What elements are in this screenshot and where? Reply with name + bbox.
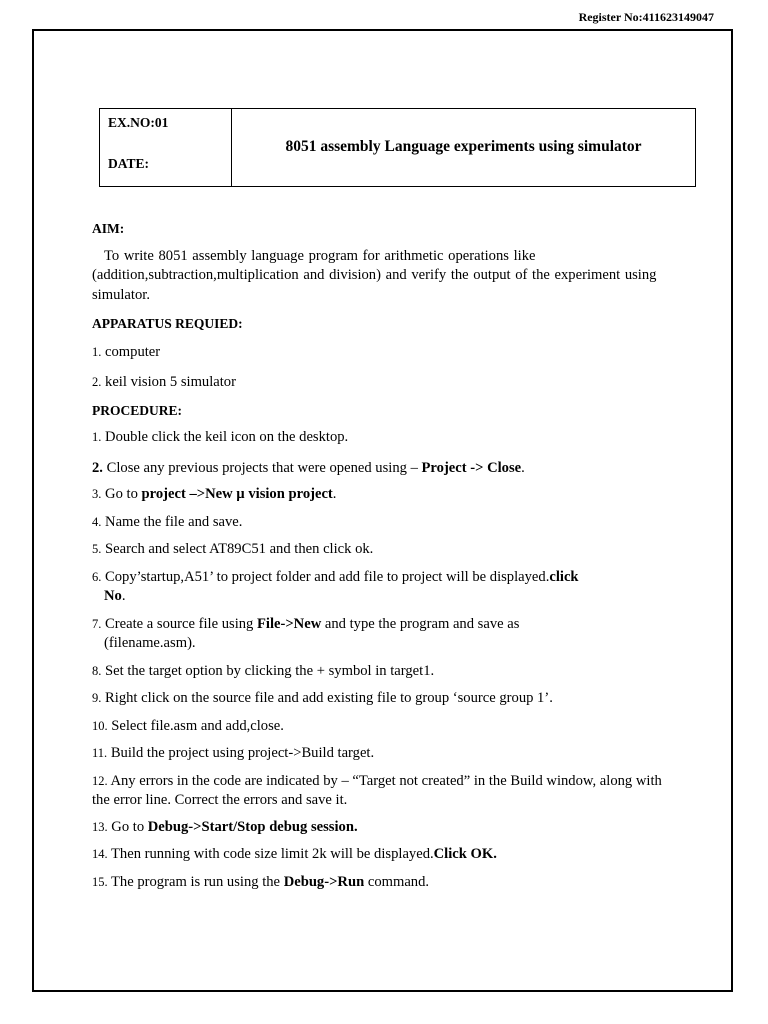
date-label: DATE: — [108, 156, 150, 171]
procedure-step: 10. Select file.asm and add,close. — [92, 717, 284, 734]
procedure-step: 13. Go to Debug->Start/Stop debug session. — [92, 818, 358, 835]
header-left-cell — [100, 109, 232, 186]
header-table — [99, 108, 696, 187]
procedure-step: 1. Double click the keil icon on the desktop. — [92, 429, 349, 445]
apparatus-heading: APPARATUS REQUIED: — [92, 316, 243, 331]
aim-text: To write 8051 assembly language program for arithmetic operations like (addition,subtraction,multiplication and division) and verify the output of the experiment using simulator. — [92, 247, 657, 303]
procedure-step: 6. Copy’startup,A51’ to project folder and add file to project will be displayed.click No. — [92, 568, 579, 604]
experiment-title: 8051 assembly Language experiments using simulator — [285, 137, 642, 155]
procedure-step: 3. Go to project –>New µ vision project. — [92, 486, 337, 502]
register-number: Register No:411623149047 — [578, 10, 714, 24]
procedure-step: 9. Right click on the source file and add existing file to group ‘source group 1’. — [92, 690, 553, 706]
document-body — [92, 219, 682, 892]
apparatus-item: 2. keil vision 5 simulator — [92, 374, 236, 390]
procedure-step: 14. Then running with code size limit 2k will be displayed.Click OK. — [92, 846, 497, 862]
procedure-step: 5. Search and select AT89C51 and then click ok. — [92, 541, 374, 557]
procedure-step: 4. Name the file and save. — [92, 513, 243, 530]
procedure-step: 12. Any errors in the code are indicated by – “Target not created” in the Build window, along with the error line. Correct the errors and save it. — [92, 772, 662, 808]
apparatus-item: 1. computer — [92, 343, 161, 360]
procedure-step: 11. Build the project using project->Build target. — [92, 745, 375, 761]
procedure-step: 8. Set the target option by clicking the + symbol in target1. — [92, 662, 435, 679]
procedure-step: 7. Create a source file using File->New and type the program and save as (filename.asm). — [92, 615, 520, 651]
exercise-number: EX.NO:01 — [108, 115, 169, 130]
procedure-step: 2. Close any previous projects that were opened using – Project -> Close. — [92, 459, 525, 476]
procedure-step: 15. The program is run using the Debug->Run command. — [92, 873, 430, 890]
aim-heading: AIM: — [92, 221, 125, 236]
procedure-heading: PROCEDURE: — [92, 402, 182, 418]
